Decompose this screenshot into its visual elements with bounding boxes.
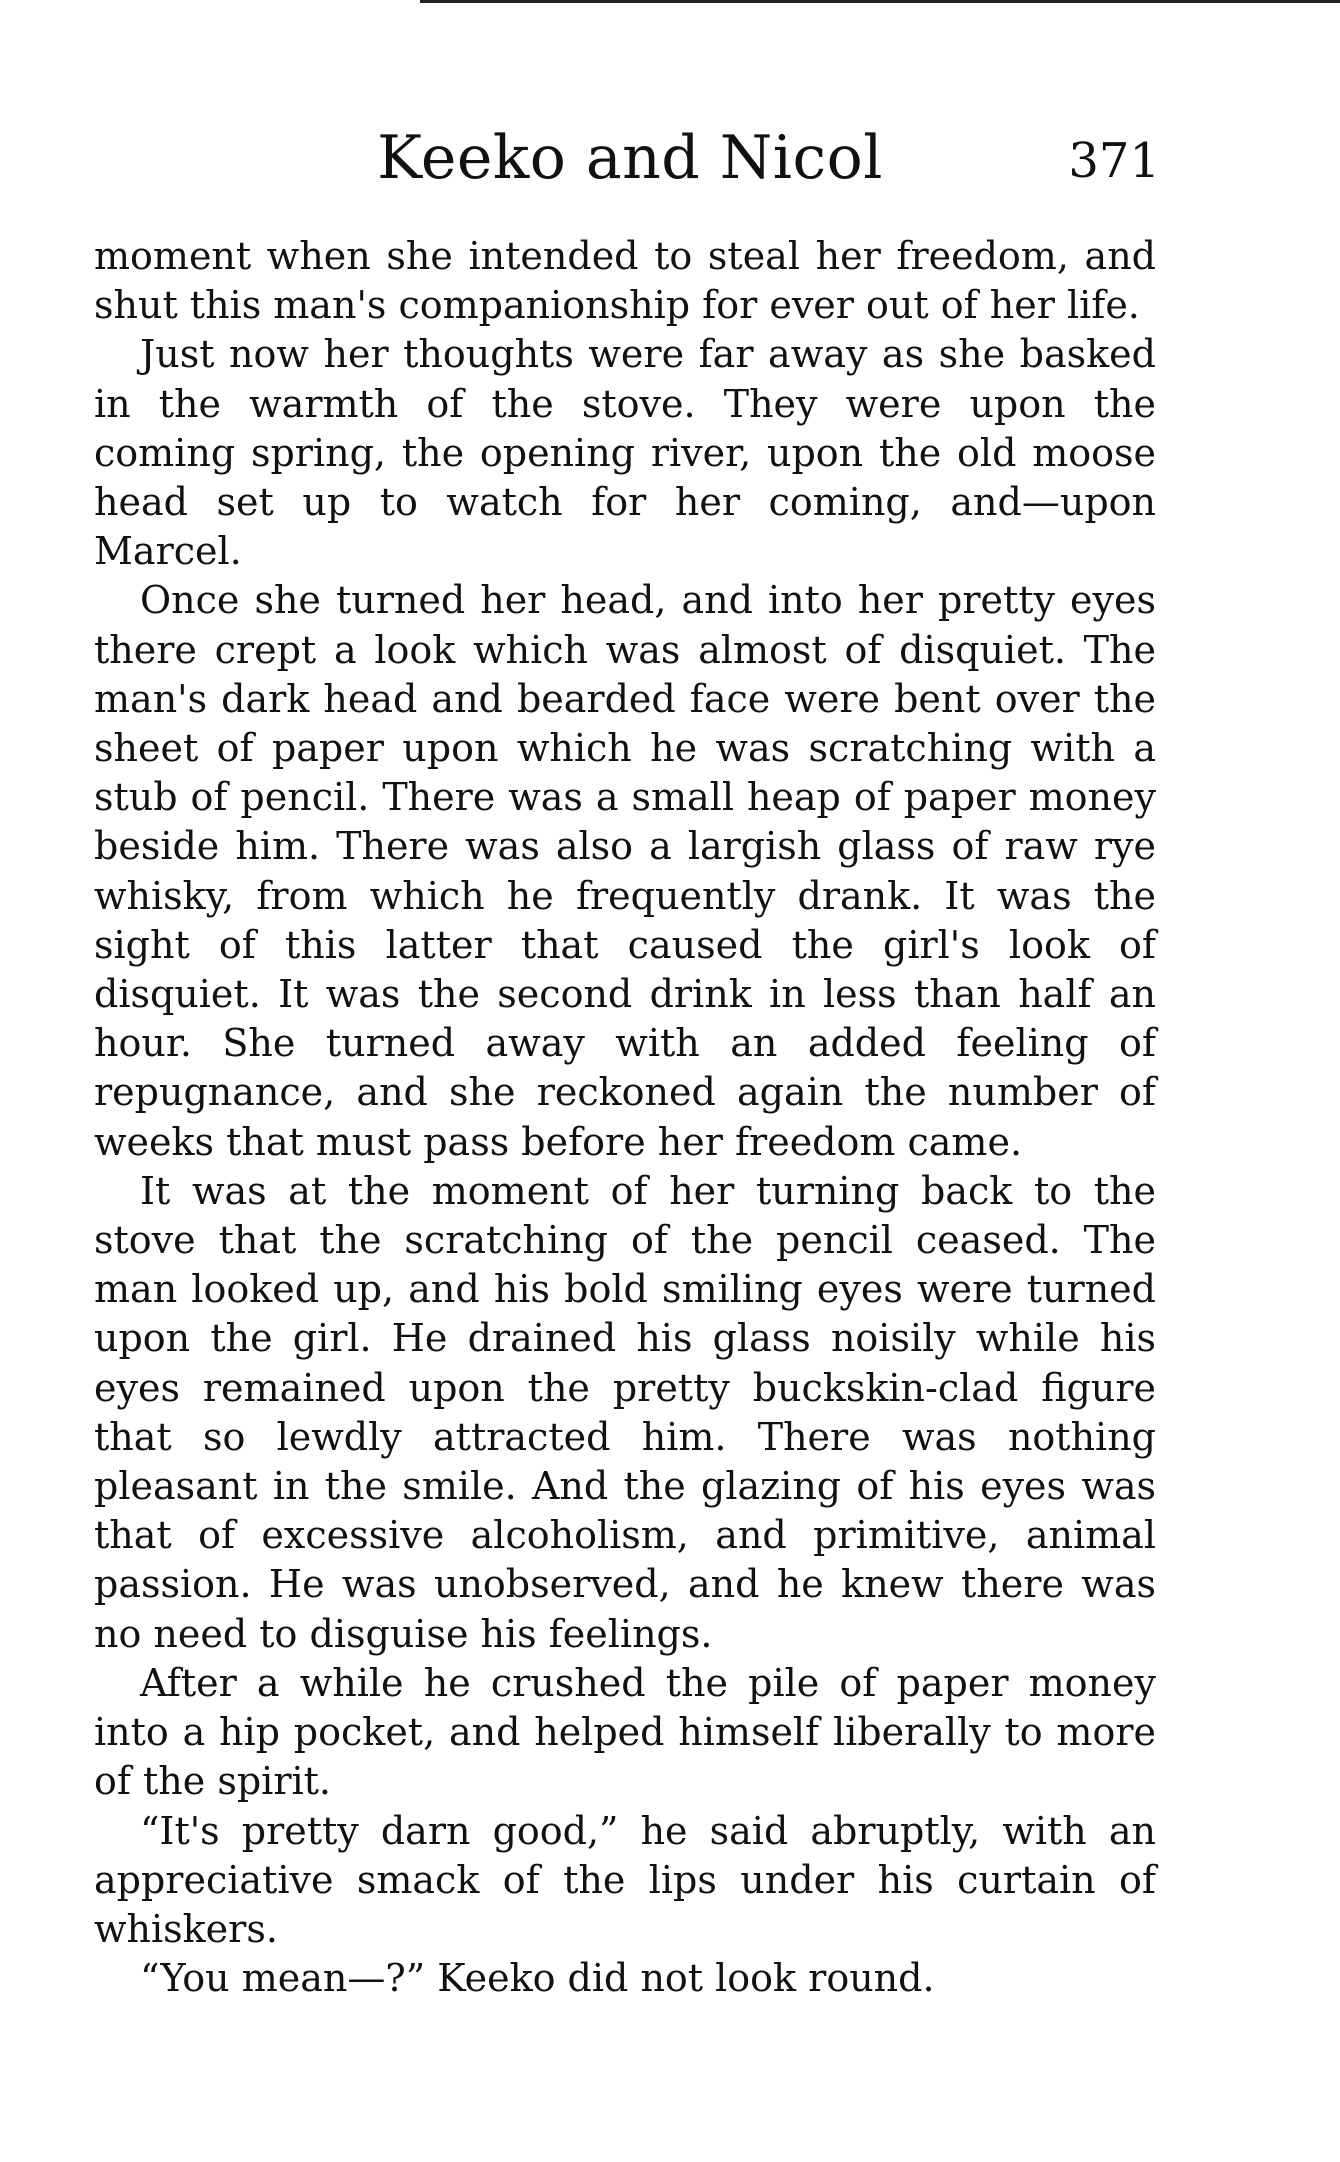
body-text xyxy=(94,232,1156,2003)
running-head xyxy=(0,118,1340,198)
paragraph-3: Once she turned her head, and into her pretty eyes there crept a look which was almost of disquiet. The man's dark head and bearded face were bent over the sheet of paper upon which he was scratching with a stub of pencil. There was a small heap of paper money beside him. There was also a largish glass of raw rye whisky, from which he frequently drank. It was the sight of this latter that caused the girl's look of disquiet. It was the second drink in less than half an hour. She turned away with an added feeling of repugnance, and she reckoned again the number of weeks that must pass before her freedom came. xyxy=(94,578,1156,1164)
running-title: Keeko and Nicol xyxy=(377,123,883,193)
paragraph-1: moment when she intended to steal her freedom, and shut this man's companionship for ever out of her life. xyxy=(94,234,1156,328)
paragraph-5: After a while he crushed the pile of paper money into a hip pocket, and helped himself liberally to more of the spirit. xyxy=(94,1660,1156,1804)
top-page-rule xyxy=(420,0,1340,3)
page-number: 371 xyxy=(1068,133,1160,189)
paragraph-7: “You mean—?” Keeko did not look round. xyxy=(140,1956,935,2001)
paragraph-6: “It's pretty darn good,” he said abruptly, with an appreciative smack of the lips under his curtain of whiskers. xyxy=(94,1808,1156,1951)
paragraph-4: It was at the moment of her turning back to the stove that the scratching of the pencil ceased. The man looked up, and his bold smiling eyes were turned upon the girl. He drained his glass noisily while his eyes remained upon the pretty buckskin-clad figure that so lewdly attracted him. There was nothing pleasant in the smile. And the glazing of his eyes was that of excessive alcoholism, and primitive, animal passion. He was unobserved, and he knew there was no need to disguise his feelings. xyxy=(94,1168,1156,1656)
paragraph-2: Just now her thoughts were far away as she basked in the warmth of the stove. They were upon the coming spring, the opening river, upon the old moose head set up to watch for her coming, and—upon Marcel. xyxy=(94,332,1156,574)
